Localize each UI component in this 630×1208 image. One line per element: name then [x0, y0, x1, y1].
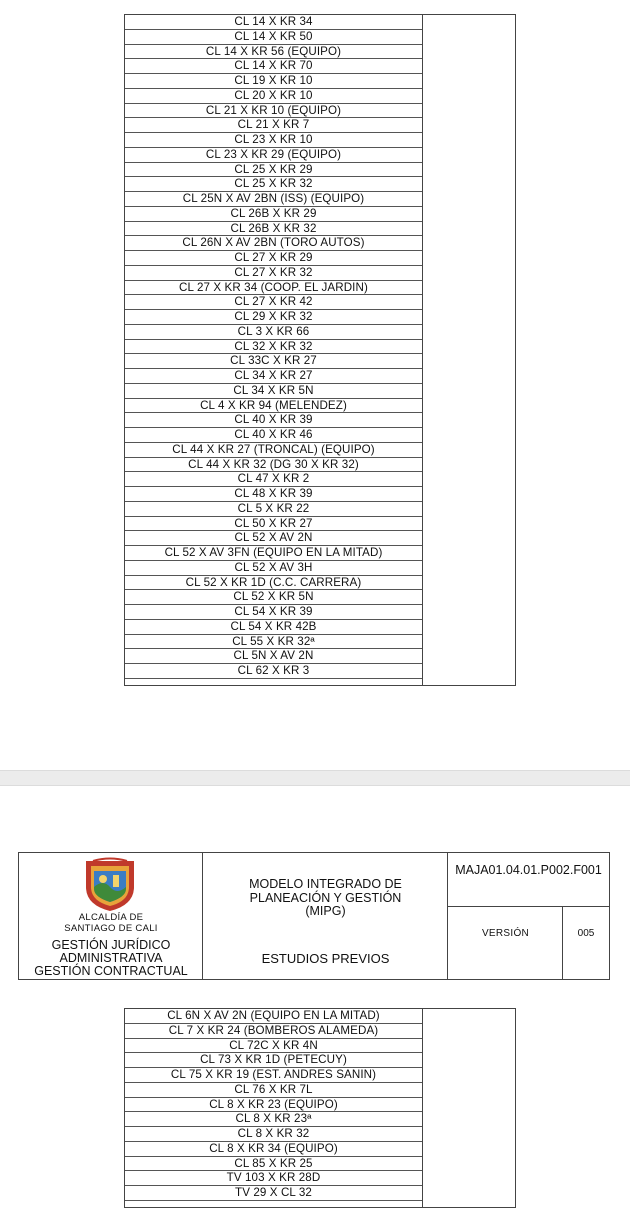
table-row: CL 34 X KR 5N — [125, 384, 422, 399]
table-row: CL 73 X KR 1D (PETECUY) — [125, 1053, 422, 1068]
version-value: 005 — [577, 928, 595, 939]
street-rows — [125, 1009, 515, 1201]
table-row: CL 25 X KR 32 — [125, 177, 422, 192]
table-row: TV 29 X CL 32 — [125, 1186, 422, 1201]
table-row: CL 40 X KR 39 — [125, 413, 422, 428]
table-row: CL 50 X KR 27 — [125, 517, 422, 532]
table-row: CL 27 X KR 34 (COOP. EL JARDIN) — [125, 281, 422, 296]
table-row: CL 54 X KR 42B — [125, 620, 422, 635]
table-row: CL 75 X KR 19 (EST. ANDRES SANIN) — [125, 1068, 422, 1083]
table-row: CL 32 X KR 32 — [125, 340, 422, 355]
table-row: CL 7 X KR 24 (BOMBEROS ALAMEDA) — [125, 1024, 422, 1039]
table-row: CL 52 X KR 5N — [125, 590, 422, 605]
table-row: CL 23 X KR 29 (EQUIPO) — [125, 148, 422, 163]
header-logo-cell — [19, 853, 203, 979]
table-row: CL 27 X KR 32 — [125, 266, 422, 281]
table-row: CL 27 X KR 29 — [125, 251, 422, 266]
table-row: CL 29 X KR 32 — [125, 310, 422, 325]
table-row: CL 52 X AV 2N — [125, 531, 422, 546]
document-type: ESTUDIOS PREVIOS — [261, 951, 390, 966]
model-title-line3: (MIPG) — [305, 904, 346, 918]
table-row: CL 8 X KR 34 (EQUIPO) — [125, 1142, 422, 1157]
table-row: CL 26B X KR 32 — [125, 222, 422, 237]
table-row: CL 25N X AV 2BN (ISS) (EQUIPO) — [125, 192, 422, 207]
table-row: CL 3 X KR 66 — [125, 325, 422, 340]
table-row: CL 8 X KR 23ª — [125, 1112, 422, 1127]
document-header — [18, 852, 610, 980]
org-name-line1: ALCALDÍA DE — [78, 912, 144, 923]
table-row: CL 62 X KR 3 — [125, 664, 422, 679]
table-row: CL 21 X KR 7 — [125, 118, 422, 133]
header-version-label-cell — [448, 907, 563, 979]
table-row: CL 6N X AV 2N (EQUIPO EN LA MITAD) — [125, 1009, 422, 1024]
header-code-cell — [448, 853, 609, 907]
table-row: CL 26N X AV 2BN (TORO AUTOS) — [125, 236, 422, 251]
table-row: CL 48 X KR 39 — [125, 487, 422, 502]
model-title-line2: PLANEACIÓN Y GESTIÓN — [249, 890, 402, 905]
street-rows — [125, 15, 515, 679]
table-row: CL 8 X KR 32 — [125, 1127, 422, 1142]
table-row: CL 47 X KR 2 — [125, 472, 422, 487]
table-row: CL 14 X KR 56 (EQUIPO) — [125, 45, 422, 60]
org-name-line2: SANTIAGO DE CALI — [64, 922, 158, 934]
dept-line3: GESTIÓN CONTRACTUAL — [34, 964, 188, 979]
table-row: CL 27 X KR 42 — [125, 295, 422, 310]
table-column-divider — [422, 1009, 423, 1207]
street-list-table-continued — [124, 1008, 516, 1208]
street-list-table — [124, 14, 516, 686]
table-row: CL 5 X KR 22 — [125, 502, 422, 517]
table-row: CL 44 X KR 27 (TRONCAL) (EQUIPO) — [125, 443, 422, 458]
model-title-line1: MODELO INTEGRADO DE — [249, 877, 402, 891]
page-break — [0, 770, 630, 786]
table-row: CL 25 X KR 29 — [125, 163, 422, 178]
table-row: CL 40 X KR 46 — [125, 428, 422, 443]
table-row: CL 14 X KR 50 — [125, 30, 422, 45]
table-row: CL 19 X KR 10 — [125, 74, 422, 89]
version-label: VERSIÓN — [481, 928, 530, 939]
table-row: CL 14 X KR 70 — [125, 59, 422, 74]
dept-line1: GESTIÓN JURÍDICO — [51, 938, 171, 952]
table-row: CL 52 X AV 3FN (EQUIPO EN LA MITAD) — [125, 546, 422, 561]
table-row: CL 4 X KR 94 (MELENDEZ) — [125, 399, 422, 414]
table-row: CL 26B X KR 29 — [125, 207, 422, 222]
table-row: CL 8 X KR 23 (EQUIPO) — [125, 1098, 422, 1113]
table-row: CL 85 X KR 25 — [125, 1157, 422, 1172]
document-page-2 — [0, 786, 630, 1200]
table-row: CL 34 X KR 27 — [125, 369, 422, 384]
table-row: CL 23 X KR 10 — [125, 133, 422, 148]
document-code: MAJA01.04.01.P002.F001 — [455, 863, 602, 877]
table-row: CL 14 X KR 34 — [125, 15, 422, 30]
table-row: CL 54 X KR 39 — [125, 605, 422, 620]
dept-line2: ADMINISTRATIVA — [59, 951, 163, 966]
header-version-value-cell — [563, 907, 609, 979]
table-row: CL 52 X AV 3H — [125, 561, 422, 576]
table-row: TV 103 X KR 28D — [125, 1171, 422, 1186]
table-row: CL 21 X KR 10 (EQUIPO) — [125, 104, 422, 119]
table-row: CL 33C X KR 27 — [125, 354, 422, 369]
table-row: CL 55 X KR 32ª — [125, 635, 422, 650]
table-row: CL 52 X KR 1D (C.C. CARRERA) — [125, 576, 422, 591]
table-row: CL 5N X AV 2N — [125, 649, 422, 664]
table-row: CL 20 X KR 10 — [125, 89, 422, 104]
table-row: CL 76 X KR 7L — [125, 1083, 422, 1098]
header-model-cell — [203, 853, 448, 979]
table-column-divider — [422, 15, 423, 685]
cali-shield-icon — [83, 857, 137, 913]
table-row: CL 44 X KR 32 (DG 30 X KR 32) — [125, 458, 422, 473]
table-row: CL 72C X KR 4N — [125, 1039, 422, 1054]
